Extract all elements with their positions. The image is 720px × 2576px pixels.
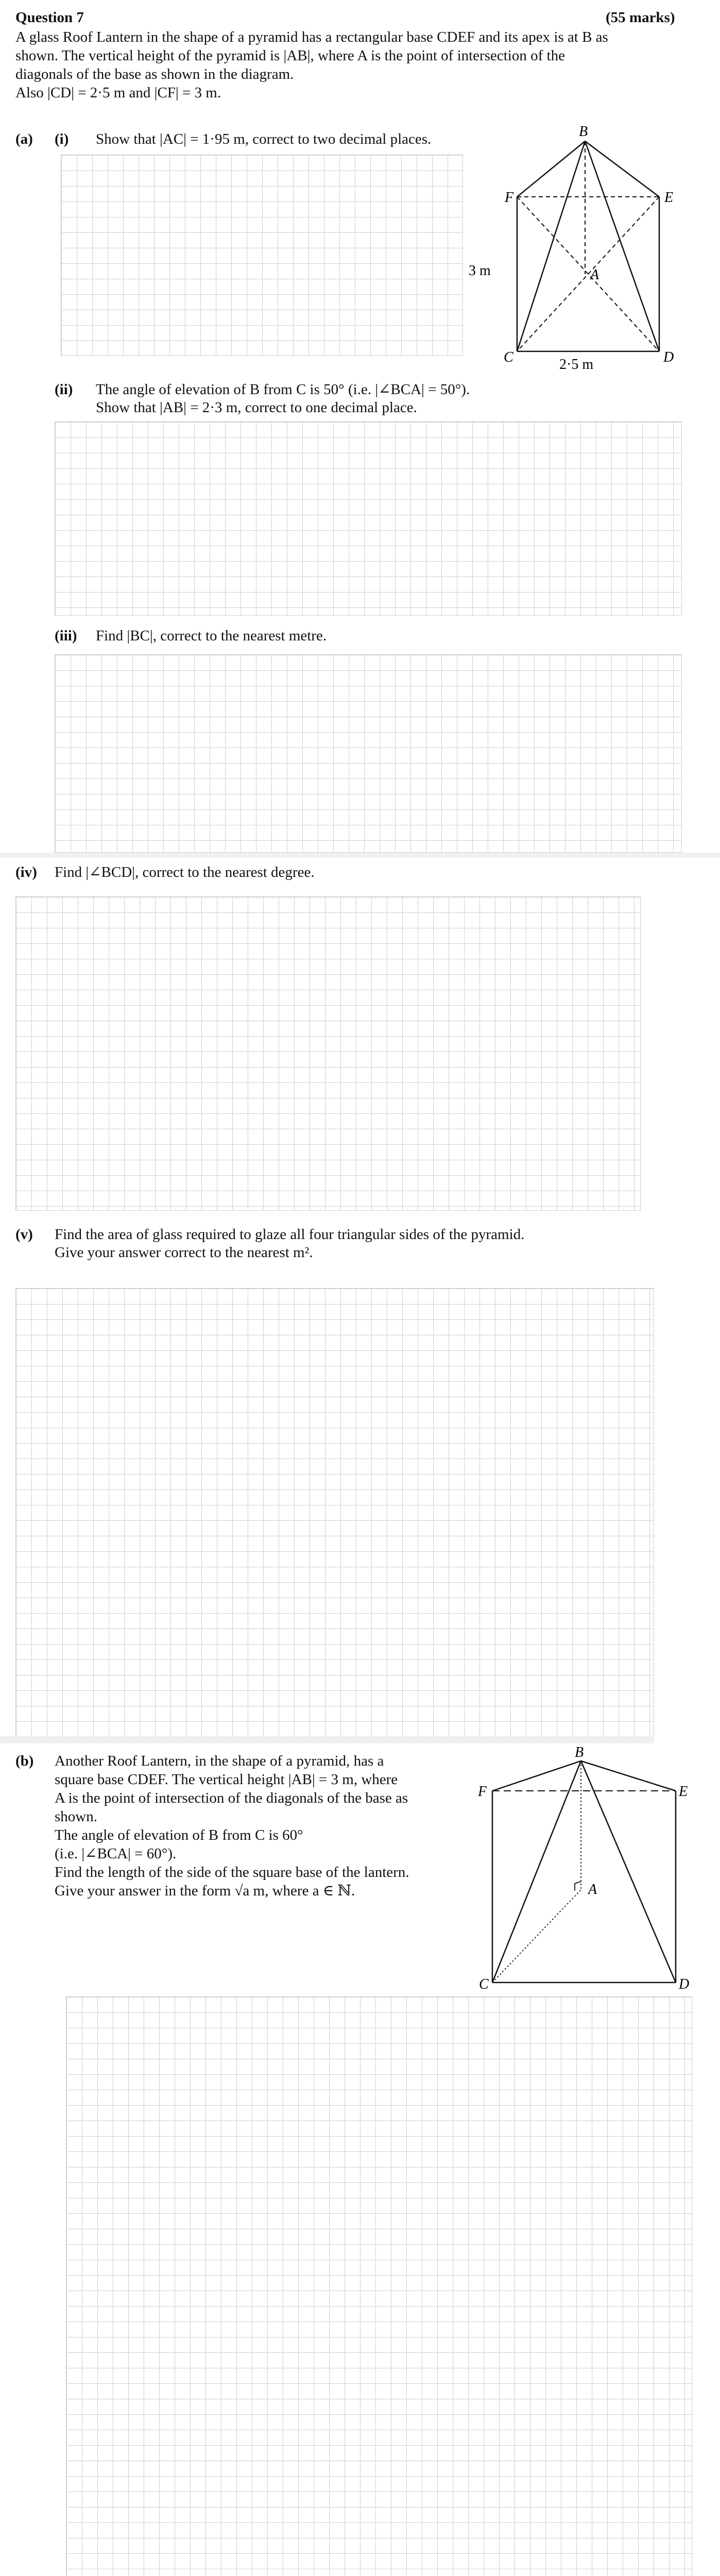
- part-b-line-1: Another Roof Lantern, in the shape of a pyramid, has a: [55, 1753, 384, 1769]
- label-e: E: [664, 190, 674, 206]
- label-a: A: [588, 1882, 597, 1897]
- pyramid-diagram-b: [474, 1736, 690, 1994]
- answer-grid-a-ii[interactable]: [55, 421, 682, 616]
- line-ca: [492, 1890, 581, 1982]
- answer-grid-a-i[interactable]: [61, 155, 463, 356]
- part-b-line-7: Find the length of the side of the square base of the lantern.: [55, 1864, 409, 1880]
- part-b-line-4: shown.: [55, 1808, 97, 1825]
- part-b-line-3: A is the point of intersection of the diagonals of the base as: [55, 1790, 408, 1806]
- part-a-label: (a): [15, 131, 33, 147]
- part-b-line-6: (i.e. |∠BCA| = 60°).: [55, 1845, 177, 1862]
- label-c: C: [479, 1976, 489, 1992]
- label-width: 2·5 m: [559, 357, 594, 372]
- edge-bf: [492, 1761, 581, 1791]
- part-a-iv-text: Find |∠BCD|, correct to the nearest degree.: [55, 864, 315, 880]
- question-title: Question 7: [15, 9, 84, 26]
- answer-grid-a-iv[interactable]: [15, 896, 641, 1211]
- label-a: A: [590, 267, 599, 283]
- label-b: B: [579, 124, 588, 140]
- answer-grid-a-v[interactable]: [15, 1288, 654, 1739]
- part-b-line-2: square base CDEF. The vertical height |AB| = 3 m, where: [55, 1771, 398, 1788]
- intro-line-4: Also |CD| = 2·5 m and |CF| = 3 m.: [15, 84, 221, 101]
- pyramid-diagram-a: [464, 120, 680, 377]
- edge-bf: [517, 141, 585, 197]
- edge-bc: [492, 1761, 581, 1982]
- part-a-iii-label: (iii): [55, 628, 77, 644]
- part-a-ii-line-2: Show that |AB| = 2·3 m, correct to one decimal place.: [96, 399, 417, 416]
- part-a-i-text: Show that |AC| = 1·95 m, correct to two decimal places.: [96, 131, 432, 147]
- part-a-i-label: (i): [55, 131, 69, 147]
- part-b-line-8: Give your answer in the form √a m, where a ∈ ℕ.: [55, 1883, 355, 1899]
- intro-line-3: diagonals of the base as shown in the diagram.: [15, 66, 294, 82]
- part-a-v-label: (v): [15, 1226, 33, 1243]
- part-a-iv-label: (iv): [15, 864, 37, 880]
- part-b-label: (b): [15, 1753, 34, 1769]
- edge-bd: [585, 141, 659, 351]
- label-e: E: [679, 1784, 688, 1800]
- part-a-v-line-1: Find the area of glass required to glaze all four triangular sides of the pyramid.: [55, 1226, 525, 1243]
- page-separator-1: [0, 853, 720, 858]
- edge-bd: [581, 1761, 676, 1982]
- part-a-ii-label: (ii): [55, 381, 73, 398]
- edge-bc: [517, 141, 585, 351]
- label-height: 3 m: [469, 263, 491, 279]
- label-f: F: [478, 1784, 487, 1800]
- label-f: F: [505, 190, 514, 206]
- part-a-iii-text: Find |BC|, correct to the nearest metre.: [96, 628, 327, 644]
- intro-line-1: A glass Roof Lantern in the shape of a pyramid has a rectangular base CDEF and its apex is at B as: [15, 29, 608, 45]
- label-d: D: [663, 349, 674, 365]
- part-a-v-line-2: Give your answer correct to the nearest m².: [55, 1244, 313, 1261]
- edge-be: [585, 141, 659, 197]
- answer-grid-a-iii[interactable]: [55, 654, 682, 853]
- label-b: B: [575, 1744, 584, 1760]
- question-marks: (55 marks): [606, 9, 675, 26]
- part-b-line-5: The angle of elevation of B from C is 60°: [55, 1827, 303, 1843]
- right-angle-mark: [575, 1882, 581, 1891]
- intro-line-2: shown. The vertical height of the pyramid is |AB|, where A is the point of intersection of the: [15, 47, 565, 64]
- part-a-ii-line-1: The angle of elevation of B from C is 50° (i.e. |∠BCA| = 50°).: [96, 381, 470, 398]
- answer-grid-b[interactable]: [66, 1996, 692, 2576]
- edge-be: [581, 1761, 676, 1791]
- label-c: C: [504, 349, 513, 365]
- label-d: D: [679, 1976, 690, 1992]
